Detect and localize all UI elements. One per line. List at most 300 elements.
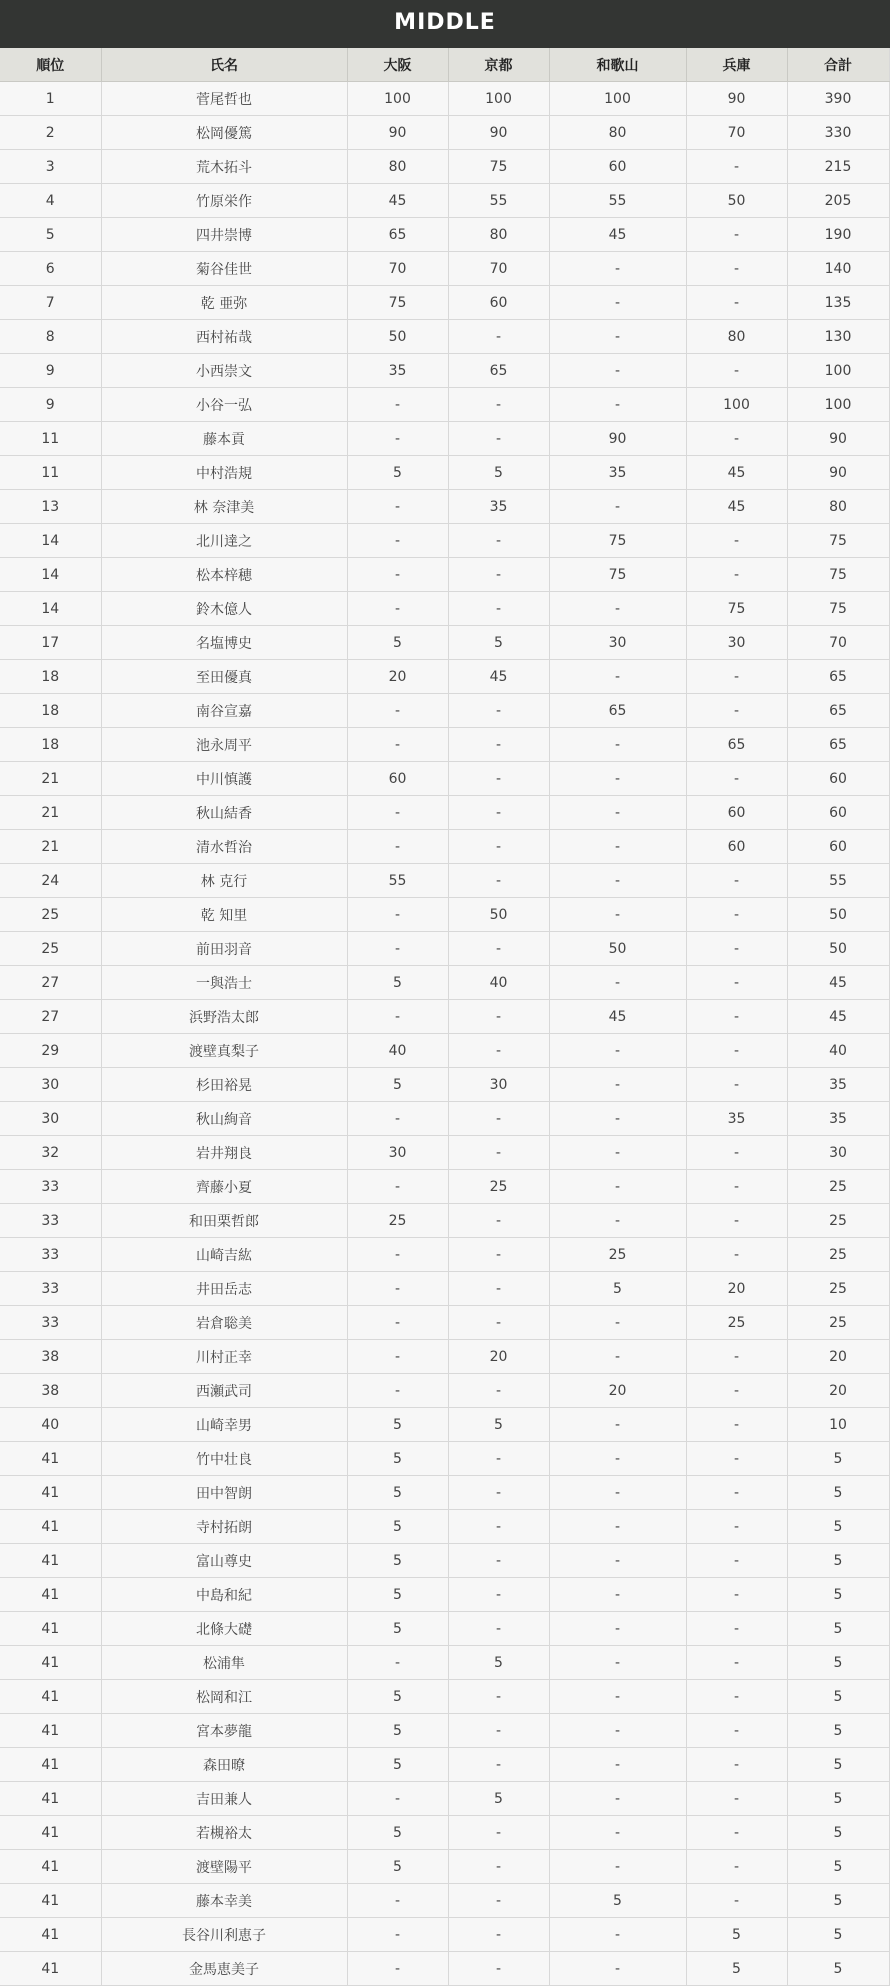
rank-cell: 41 [0, 1850, 101, 1884]
rank-cell: 8 [0, 320, 101, 354]
name-cell: 松本梓穂 [101, 558, 347, 592]
total-cell: 25 [787, 1170, 889, 1204]
table-row [0, 1782, 889, 1816]
total-cell: 205 [787, 184, 889, 218]
total-cell: 5 [787, 1544, 889, 1578]
wakayama-cell: - [549, 388, 686, 422]
wakayama-cell: 80 [549, 116, 686, 150]
table-row [0, 1612, 889, 1646]
total-cell: 390 [787, 82, 889, 116]
osaka-cell: 60 [347, 762, 448, 796]
kyoto-cell: - [448, 694, 549, 728]
wakayama-cell: - [549, 286, 686, 320]
rank-cell: 18 [0, 660, 101, 694]
osaka-cell: 70 [347, 252, 448, 286]
kyoto-cell: 70 [448, 252, 549, 286]
name-cell: 松岡優篤 [101, 116, 347, 150]
table-row [0, 694, 889, 728]
table-row [0, 1068, 889, 1102]
hyogo-cell: - [686, 1374, 787, 1408]
table-row [0, 252, 889, 286]
hyogo-cell: 35 [686, 1102, 787, 1136]
wakayama-cell: - [549, 1510, 686, 1544]
name-cell: 菊谷佳世 [101, 252, 347, 286]
wakayama-cell: - [549, 966, 686, 1000]
wakayama-cell: - [549, 1034, 686, 1068]
table-row [0, 354, 889, 388]
wakayama-cell: 5 [549, 1272, 686, 1306]
rank-cell: 41 [0, 1680, 101, 1714]
rank-cell: 41 [0, 1952, 101, 1986]
rank-cell: 1 [0, 82, 101, 116]
total-cell: 20 [787, 1340, 889, 1374]
wakayama-cell: - [549, 864, 686, 898]
hyogo-cell: - [686, 1646, 787, 1680]
total-cell: 45 [787, 1000, 889, 1034]
osaka-cell: 65 [347, 218, 448, 252]
table-row [0, 388, 889, 422]
name-cell: 中島和紀 [101, 1578, 347, 1612]
rank-cell: 41 [0, 1816, 101, 1850]
hyogo-cell: - [686, 558, 787, 592]
kyoto-cell: - [448, 558, 549, 592]
wakayama-cell: - [549, 1306, 686, 1340]
wakayama-cell: 75 [549, 558, 686, 592]
rank-cell: 41 [0, 1442, 101, 1476]
osaka-cell: 5 [347, 1544, 448, 1578]
osaka-cell: 5 [347, 1408, 448, 1442]
osaka-cell: 5 [347, 1612, 448, 1646]
osaka-cell: - [347, 388, 448, 422]
kyoto-cell: - [448, 1918, 549, 1952]
kyoto-cell: - [448, 796, 549, 830]
total-cell: 75 [787, 524, 889, 558]
wakayama-cell: - [549, 490, 686, 524]
kyoto-cell: - [448, 1272, 549, 1306]
osaka-cell: 5 [347, 1510, 448, 1544]
name-cell: 齊藤小夏 [101, 1170, 347, 1204]
ranking-table-body [0, 82, 889, 1986]
osaka-cell: - [347, 558, 448, 592]
kyoto-cell: - [448, 1476, 549, 1510]
rank-cell: 40 [0, 1408, 101, 1442]
osaka-cell: - [347, 490, 448, 524]
kyoto-cell: - [448, 1238, 549, 1272]
wakayama-cell: - [549, 1850, 686, 1884]
kyoto-cell: - [448, 320, 549, 354]
kyoto-cell: - [448, 1000, 549, 1034]
name-cell: 小谷一弘 [101, 388, 347, 422]
total-cell: 5 [787, 1714, 889, 1748]
table-row [0, 1578, 889, 1612]
table-row [0, 898, 889, 932]
osaka-cell: - [347, 592, 448, 626]
hyogo-cell: - [686, 524, 787, 558]
name-cell: 至田優真 [101, 660, 347, 694]
hyogo-cell: - [686, 966, 787, 1000]
hyogo-cell: - [686, 1884, 787, 1918]
rank-cell: 27 [0, 966, 101, 1000]
table-row [0, 1952, 889, 1986]
kyoto-cell: - [448, 1306, 549, 1340]
total-cell: 60 [787, 762, 889, 796]
name-cell: 渡壁陽平 [101, 1850, 347, 1884]
kyoto-cell: 5 [448, 456, 549, 490]
wakayama-cell: 90 [549, 422, 686, 456]
name-cell: 川村正幸 [101, 1340, 347, 1374]
table-row [0, 932, 889, 966]
total-cell: 55 [787, 864, 889, 898]
hyogo-cell: - [686, 932, 787, 966]
rank-cell: 38 [0, 1374, 101, 1408]
hyogo-cell: - [686, 1442, 787, 1476]
name-cell: 荒木拓斗 [101, 150, 347, 184]
table-row [0, 320, 889, 354]
osaka-cell: - [347, 1340, 448, 1374]
kyoto-cell: 60 [448, 286, 549, 320]
kyoto-cell: - [448, 1714, 549, 1748]
osaka-cell: 80 [347, 150, 448, 184]
table-row [0, 1510, 889, 1544]
table-row [0, 1816, 889, 1850]
table-row [0, 796, 889, 830]
wakayama-cell: - [549, 1408, 686, 1442]
total-cell: 5 [787, 1578, 889, 1612]
hyogo-cell: 25 [686, 1306, 787, 1340]
osaka-cell: 5 [347, 1748, 448, 1782]
osaka-cell: 5 [347, 1476, 448, 1510]
osaka-cell: 20 [347, 660, 448, 694]
kyoto-cell: - [448, 1136, 549, 1170]
rank-cell: 27 [0, 1000, 101, 1034]
total-cell: 30 [787, 1136, 889, 1170]
wakayama-cell: - [549, 1442, 686, 1476]
hyogo-cell: 90 [686, 82, 787, 116]
rank-cell: 25 [0, 898, 101, 932]
rank-cell: 41 [0, 1510, 101, 1544]
rank-cell: 18 [0, 728, 101, 762]
hyogo-cell: 65 [686, 728, 787, 762]
rank-cell: 11 [0, 456, 101, 490]
wakayama-cell: 45 [549, 1000, 686, 1034]
kyoto-cell: - [448, 1204, 549, 1238]
kyoto-cell: - [448, 1578, 549, 1612]
wakayama-cell: - [549, 1748, 686, 1782]
rank-cell: 33 [0, 1238, 101, 1272]
wakayama-cell: - [549, 592, 686, 626]
hyogo-cell: 100 [686, 388, 787, 422]
hyogo-cell: - [686, 762, 787, 796]
osaka-cell: 75 [347, 286, 448, 320]
column-header-rank: 順位 [0, 48, 101, 82]
wakayama-cell: - [549, 1952, 686, 1986]
table-header-row [0, 48, 889, 82]
rank-cell: 41 [0, 1884, 101, 1918]
osaka-cell: - [347, 728, 448, 762]
page-title: MIDDLE [0, 0, 890, 48]
name-cell: 田中智朗 [101, 1476, 347, 1510]
osaka-cell: 5 [347, 626, 448, 660]
osaka-cell: - [347, 1170, 448, 1204]
total-cell: 25 [787, 1238, 889, 1272]
rank-cell: 41 [0, 1918, 101, 1952]
table-row [0, 558, 889, 592]
hyogo-cell: 45 [686, 456, 787, 490]
osaka-cell: - [347, 932, 448, 966]
osaka-cell: 5 [347, 1578, 448, 1612]
hyogo-cell: - [686, 1544, 787, 1578]
total-cell: 5 [787, 1646, 889, 1680]
wakayama-cell: - [549, 354, 686, 388]
name-cell: 富山尊史 [101, 1544, 347, 1578]
name-cell: 藤本幸美 [101, 1884, 347, 1918]
rank-cell: 4 [0, 184, 101, 218]
hyogo-cell: - [686, 150, 787, 184]
kyoto-cell: - [448, 1612, 549, 1646]
osaka-cell: 90 [347, 116, 448, 150]
table-row [0, 1136, 889, 1170]
name-cell: 北條大礎 [101, 1612, 347, 1646]
rank-cell: 6 [0, 252, 101, 286]
name-cell: 若槻裕太 [101, 1816, 347, 1850]
rank-cell: 33 [0, 1272, 101, 1306]
table-row [0, 1918, 889, 1952]
wakayama-cell: 35 [549, 456, 686, 490]
kyoto-cell: - [448, 932, 549, 966]
rank-cell: 14 [0, 592, 101, 626]
name-cell: 林 克行 [101, 864, 347, 898]
name-cell: 南谷宣嘉 [101, 694, 347, 728]
kyoto-cell: 55 [448, 184, 549, 218]
kyoto-cell: 50 [448, 898, 549, 932]
total-cell: 215 [787, 150, 889, 184]
rank-cell: 41 [0, 1646, 101, 1680]
total-cell: 5 [787, 1816, 889, 1850]
hyogo-cell: 80 [686, 320, 787, 354]
total-cell: 5 [787, 1680, 889, 1714]
hyogo-cell: - [686, 1578, 787, 1612]
hyogo-cell: 20 [686, 1272, 787, 1306]
ranking-table [0, 48, 890, 1986]
rank-cell: 41 [0, 1578, 101, 1612]
kyoto-cell: 5 [448, 1782, 549, 1816]
hyogo-cell: 50 [686, 184, 787, 218]
wakayama-cell: - [549, 1340, 686, 1374]
hyogo-cell: - [686, 1680, 787, 1714]
osaka-cell: 50 [347, 320, 448, 354]
table-row [0, 1850, 889, 1884]
name-cell: 山崎吉紘 [101, 1238, 347, 1272]
table-row [0, 830, 889, 864]
rank-cell: 41 [0, 1782, 101, 1816]
name-cell: 林 奈津美 [101, 490, 347, 524]
table-row [0, 116, 889, 150]
wakayama-cell: 5 [549, 1884, 686, 1918]
name-cell: 岩倉聡美 [101, 1306, 347, 1340]
hyogo-cell: - [686, 1034, 787, 1068]
name-cell: 山崎幸男 [101, 1408, 347, 1442]
hyogo-cell: - [686, 1850, 787, 1884]
wakayama-cell: - [549, 1544, 686, 1578]
hyogo-cell: - [686, 1340, 787, 1374]
rank-cell: 25 [0, 932, 101, 966]
total-cell: 60 [787, 796, 889, 830]
rank-cell: 2 [0, 116, 101, 150]
total-cell: 5 [787, 1918, 889, 1952]
hyogo-cell: - [686, 1816, 787, 1850]
rank-cell: 29 [0, 1034, 101, 1068]
hyogo-cell: - [686, 1408, 787, 1442]
osaka-cell: - [347, 1918, 448, 1952]
rank-cell: 9 [0, 354, 101, 388]
table-row [0, 592, 889, 626]
wakayama-cell: 100 [549, 82, 686, 116]
rank-cell: 41 [0, 1476, 101, 1510]
kyoto-cell: - [448, 388, 549, 422]
wakayama-cell: - [549, 1476, 686, 1510]
hyogo-cell: - [686, 1204, 787, 1238]
osaka-cell: - [347, 1884, 448, 1918]
hyogo-cell: - [686, 1476, 787, 1510]
total-cell: 5 [787, 1476, 889, 1510]
osaka-cell: - [347, 694, 448, 728]
table-row [0, 1748, 889, 1782]
hyogo-cell: 70 [686, 116, 787, 150]
rank-cell: 17 [0, 626, 101, 660]
table-row [0, 660, 889, 694]
total-cell: 10 [787, 1408, 889, 1442]
wakayama-cell: 50 [549, 932, 686, 966]
hyogo-cell: 5 [686, 1952, 787, 1986]
kyoto-cell: 45 [448, 660, 549, 694]
total-cell: 25 [787, 1204, 889, 1238]
total-cell: 100 [787, 388, 889, 422]
name-cell: 渡壁真梨子 [101, 1034, 347, 1068]
hyogo-cell: - [686, 864, 787, 898]
total-cell: 5 [787, 1612, 889, 1646]
table-row [0, 1272, 889, 1306]
table-row [0, 1034, 889, 1068]
hyogo-cell: 60 [686, 830, 787, 864]
rank-cell: 33 [0, 1306, 101, 1340]
name-cell: 西村祐哉 [101, 320, 347, 354]
total-cell: 90 [787, 422, 889, 456]
table-row [0, 524, 889, 558]
wakayama-cell: - [549, 796, 686, 830]
hyogo-cell: - [686, 1238, 787, 1272]
hyogo-cell: - [686, 354, 787, 388]
kyoto-cell: 40 [448, 966, 549, 1000]
rank-cell: 18 [0, 694, 101, 728]
wakayama-cell: - [549, 1136, 686, 1170]
total-cell: 35 [787, 1068, 889, 1102]
name-cell: 浜野浩太郎 [101, 1000, 347, 1034]
wakayama-cell: - [549, 1714, 686, 1748]
name-cell: 乾 知里 [101, 898, 347, 932]
table-row [0, 1646, 889, 1680]
kyoto-cell: - [448, 1374, 549, 1408]
table-row [0, 1204, 889, 1238]
rank-cell: 21 [0, 796, 101, 830]
hyogo-cell: 75 [686, 592, 787, 626]
table-row [0, 1170, 889, 1204]
osaka-cell: 5 [347, 456, 448, 490]
wakayama-cell: - [549, 1578, 686, 1612]
name-cell: 西瀬武司 [101, 1374, 347, 1408]
table-row [0, 966, 889, 1000]
name-cell: 乾 亜弥 [101, 286, 347, 320]
wakayama-cell: - [549, 898, 686, 932]
kyoto-cell: - [448, 524, 549, 558]
hyogo-cell: - [686, 422, 787, 456]
wakayama-cell: 20 [549, 1374, 686, 1408]
rank-cell: 33 [0, 1204, 101, 1238]
kyoto-cell: 20 [448, 1340, 549, 1374]
name-cell: 名塩博史 [101, 626, 347, 660]
osaka-cell: - [347, 1374, 448, 1408]
osaka-cell: - [347, 1272, 448, 1306]
total-cell: 60 [787, 830, 889, 864]
osaka-cell: 5 [347, 1442, 448, 1476]
rank-cell: 13 [0, 490, 101, 524]
osaka-cell: 40 [347, 1034, 448, 1068]
kyoto-cell: 5 [448, 1408, 549, 1442]
table-row [0, 864, 889, 898]
kyoto-cell: - [448, 830, 549, 864]
table-row [0, 422, 889, 456]
kyoto-cell: - [448, 422, 549, 456]
kyoto-cell: 65 [448, 354, 549, 388]
kyoto-cell: - [448, 1748, 549, 1782]
hyogo-cell: - [686, 1782, 787, 1816]
name-cell: 四井崇博 [101, 218, 347, 252]
osaka-cell: - [347, 1238, 448, 1272]
wakayama-cell: - [549, 1170, 686, 1204]
osaka-cell: - [347, 1000, 448, 1034]
rank-cell: 24 [0, 864, 101, 898]
osaka-cell: - [347, 898, 448, 932]
total-cell: 5 [787, 1510, 889, 1544]
table-row [0, 1476, 889, 1510]
total-cell: 5 [787, 1850, 889, 1884]
osaka-cell: 5 [347, 966, 448, 1000]
wakayama-cell: 30 [549, 626, 686, 660]
hyogo-cell: - [686, 898, 787, 932]
kyoto-cell: - [448, 1884, 549, 1918]
hyogo-cell: - [686, 1170, 787, 1204]
total-cell: 50 [787, 932, 889, 966]
rank-cell: 14 [0, 558, 101, 592]
rank-cell: 38 [0, 1340, 101, 1374]
table-row [0, 1374, 889, 1408]
total-cell: 65 [787, 660, 889, 694]
wakayama-cell: 60 [549, 150, 686, 184]
rank-cell: 21 [0, 762, 101, 796]
name-cell: 井田岳志 [101, 1272, 347, 1306]
wakayama-cell: - [549, 1646, 686, 1680]
wakayama-cell: - [549, 830, 686, 864]
total-cell: 80 [787, 490, 889, 524]
name-cell: 和田栗哲郎 [101, 1204, 347, 1238]
hyogo-cell: - [686, 1136, 787, 1170]
table-row [0, 1714, 889, 1748]
wakayama-cell: - [549, 728, 686, 762]
kyoto-cell: 90 [448, 116, 549, 150]
name-cell: 杉田裕晃 [101, 1068, 347, 1102]
hyogo-cell: - [686, 1714, 787, 1748]
total-cell: 5 [787, 1884, 889, 1918]
total-cell: 65 [787, 728, 889, 762]
